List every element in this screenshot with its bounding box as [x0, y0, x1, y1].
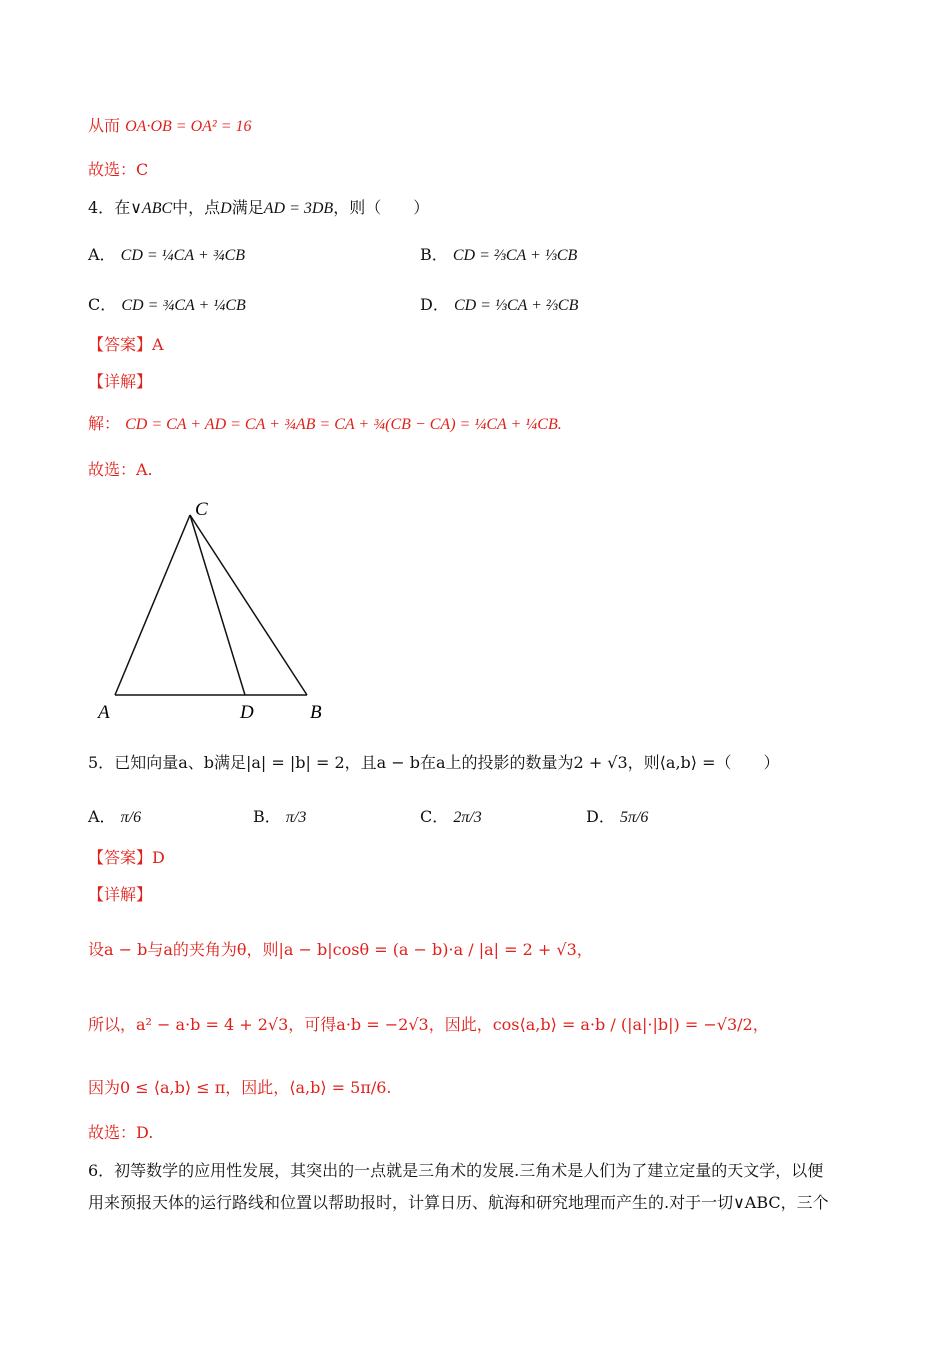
q5-option-a[interactable] [88, 804, 141, 827]
q4-answer: 【答案】A [88, 335, 164, 354]
q5-stem-text: 已知向量a、b满足|a| = |b| = 2，且a − b在a上的投影的数量为2 + √3，则⟨a,b⟩ =（ ） [114, 753, 780, 772]
q4-solution-prefix: 解： [88, 414, 121, 433]
q4-triangle: ∨ABC [130, 200, 173, 217]
prev-choice: 故选：C [88, 160, 149, 179]
q5-number: 5． [88, 753, 115, 772]
q4-solution [88, 416, 562, 433]
q4-point: D [220, 200, 232, 217]
q4-option-b[interactable] [420, 242, 577, 265]
q5-option-c[interactable] [420, 804, 482, 827]
q5-option-c-text: 2π/3 [453, 809, 482, 826]
q4-option-a-letter: A． [88, 245, 116, 264]
q6-line-2: 用来预报天体的运行路线和位置以帮助报时，计算日历、航海和研究地理而产生的.对于一切∨ABC，三个 [88, 1193, 829, 1212]
q5-stem [88, 755, 780, 771]
q5-step-3: 因为0 ≤ ⟨a,b⟩ ≤ π，因此，⟨a,b⟩ = 5π/6. [88, 1078, 392, 1097]
q4-option-a-text: CD = ¼CA + ¾CB [120, 247, 246, 264]
q5-option-d[interactable] [586, 804, 648, 827]
q5-step-1: 设a − b与a的夹角为θ，则|a − b|cosθ = (a − b)·a / |a| = 2 + √3， [88, 940, 593, 959]
q4-option-b-letter: B． [420, 245, 448, 264]
label-a: A [98, 702, 110, 723]
q4-number: 4． [88, 198, 115, 217]
q4-option-a[interactable] [88, 242, 245, 265]
q4-option-c-text: CD = ¾CA + ¼CB [121, 297, 246, 314]
label-d: D [240, 702, 254, 723]
segment-cd [190, 515, 245, 695]
q6-line-1: 6．初等数学的应用性发展，其突出的一点就是三角术的发展.三角术是人们为了建立定量的天文学，以便 [88, 1161, 824, 1180]
q5-option-b-text: π/3 [285, 809, 307, 826]
prev-conclusion-math: OA·OB = OA² = 16 [125, 118, 252, 135]
prev-conclusion [88, 118, 251, 135]
q5-option-a-letter: A． [88, 807, 116, 826]
q4-detail: 【详解】 [88, 372, 153, 391]
q5-option-a-text: π/6 [120, 809, 142, 826]
label-c: C [195, 499, 208, 520]
label-b: B [310, 702, 322, 723]
q4-stem-3: 满足 [231, 198, 264, 217]
q4-option-c[interactable] [88, 292, 246, 315]
q4-option-d[interactable] [420, 292, 578, 315]
side-ca [115, 515, 190, 695]
q5-answer: 【答案】D [88, 848, 165, 867]
q4-option-c-letter: C． [88, 295, 117, 314]
q4-condition: AD = 3DB [263, 200, 334, 217]
q5-option-b-letter: B． [253, 807, 281, 826]
triangle-figure [90, 495, 350, 727]
q5-option-d-text: 5π/6 [619, 809, 649, 826]
prev-conclusion-prefix: 从而 [88, 116, 121, 135]
q4-option-b-text: CD = ⅔CA + ⅓CB [452, 247, 578, 264]
q5-option-c-letter: C． [420, 807, 449, 826]
q4-option-d-text: CD = ⅓CA + ⅔CB [453, 297, 579, 314]
q5-choice: 故选：D. [88, 1123, 154, 1142]
q5-step-2: 所以，a² − a·b = 4 + 2√3，可得a·b = −2√3，因此，cos⟨a,b⟩ = a·b / (|a|·|b|) = −√3/2， [88, 1015, 769, 1034]
q5-detail: 【详解】 [88, 885, 153, 904]
side-cb [190, 515, 307, 695]
q4-stem [88, 200, 429, 217]
q4-stem-2: 中，点 [172, 198, 221, 217]
q5-option-b[interactable] [253, 804, 306, 827]
q4-solution-math: CD = CA + AD = CA + ¾AB = CA + ¾(CB − CA) = ¼CA + ¼CB. [125, 416, 562, 433]
q5-option-d-letter: D． [586, 807, 615, 826]
q4-stem-1: 在 [114, 198, 131, 217]
q4-option-d-letter: D． [420, 295, 449, 314]
q4-stem-4: ，则（ ） [333, 198, 430, 217]
q6-paragraph [88, 1155, 878, 1219]
q4-choice: 故选：A. [88, 460, 153, 479]
